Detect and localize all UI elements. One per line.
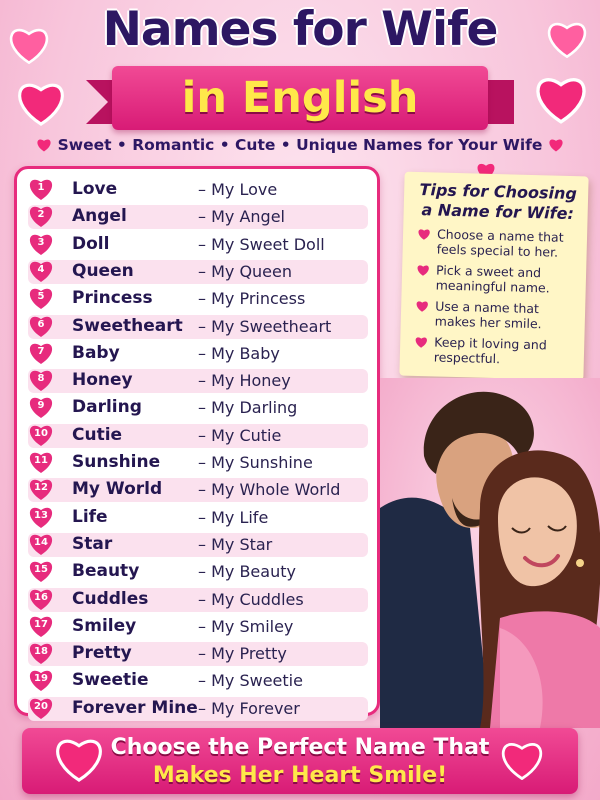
number-badge [28, 232, 54, 258]
name-meaning: – My Forever [198, 698, 300, 718]
number-badge [28, 696, 54, 722]
number-badge [28, 341, 54, 367]
name-meaning: – My Cuddles [198, 589, 304, 609]
item-number: 12 [34, 482, 48, 494]
heart-icon [417, 228, 431, 240]
wife-name: Forever Mine [72, 697, 198, 718]
number-badge [28, 177, 54, 203]
item-number: 19 [34, 673, 48, 685]
wife-name: Sweetheart [72, 315, 183, 336]
number-badge [28, 423, 54, 449]
item-number: 6 [37, 318, 45, 330]
wife-name: Honey [72, 370, 133, 391]
heart-icon [534, 74, 588, 124]
name-meaning: – My Sweet Doll [198, 234, 325, 254]
page-subtitle-ribbon-text: in English [181, 73, 419, 123]
wife-name: Cutie [72, 424, 123, 445]
name-meaning: – My Baby [198, 343, 280, 363]
heart-icon [36, 138, 52, 152]
item-number: 16 [34, 591, 48, 603]
name-meaning: – My Love [198, 180, 278, 199]
name-meaning: – My Sweetheart [198, 316, 332, 336]
wife-name: Beauty [72, 561, 140, 582]
list-item [20, 696, 370, 722]
wife-name: Life [72, 506, 108, 527]
list-item [20, 368, 370, 394]
number-badge [28, 368, 54, 394]
heart-icon [16, 80, 66, 126]
tip-item [416, 262, 577, 296]
footer-line-1: Choose the Perfect Name That [110, 735, 490, 760]
tip-text: Choose a name that feels special to her. [436, 226, 564, 260]
list-item [20, 477, 370, 503]
tips-list [414, 226, 578, 368]
wife-name: My World [72, 479, 163, 500]
tip-text: Pick a sweet and meaningful name. [435, 262, 550, 296]
name-meaning: – My Life [198, 507, 269, 527]
number-badge [28, 259, 54, 285]
wife-name: Angel [72, 206, 127, 227]
tagline [0, 136, 600, 154]
page-title: Names for Wife [102, 2, 498, 57]
number-badge [28, 314, 54, 340]
wife-name: Love [72, 179, 118, 199]
item-number: 17 [34, 618, 48, 630]
tip-item [416, 226, 577, 260]
list-item [20, 204, 370, 230]
tip-text: Use a name that makes her smile. [434, 298, 542, 332]
list-item [20, 314, 370, 340]
list-item [20, 587, 370, 613]
list-item [20, 177, 370, 203]
heart-icon [416, 264, 430, 276]
tips-title: Tips for Choosing a Name for Wife: [419, 180, 578, 224]
tagline-text: Sweet • Romantic • Cute • Unique Names for Your Wife [57, 136, 543, 154]
tips-note [399, 172, 588, 381]
item-number: 13 [34, 509, 48, 521]
list-item [20, 232, 370, 258]
name-meaning: – My Princess [198, 289, 306, 309]
name-meaning: – My Darling [198, 398, 298, 418]
wife-name: Smiley [72, 615, 137, 636]
wife-name: Princess [72, 288, 153, 309]
name-meaning: – My Cutie [198, 425, 282, 445]
list-item [20, 668, 370, 694]
wife-name: Sweetie [72, 670, 149, 691]
item-number: 18 [34, 646, 48, 658]
wife-name: Baby [72, 342, 120, 363]
couple-illustration [380, 378, 600, 728]
name-meaning: – My Beauty [198, 562, 296, 582]
heart-icon [414, 336, 428, 348]
name-meaning: – My Whole World [198, 480, 341, 500]
number-badge [28, 668, 54, 694]
name-meaning: – My Star [198, 534, 273, 554]
wife-name: Queen [72, 260, 134, 281]
name-meaning: – My Smiley [198, 616, 294, 636]
wife-name: Cuddles [72, 588, 149, 609]
list-item [20, 450, 370, 476]
tip-item [415, 298, 576, 332]
wife-name: Darling [72, 397, 142, 418]
number-badge [28, 532, 54, 558]
item-number: 2 [37, 209, 45, 221]
list-item [20, 641, 370, 667]
number-badge [28, 614, 54, 640]
number-badge [28, 286, 54, 312]
number-badge [28, 450, 54, 476]
number-badge [28, 204, 54, 230]
item-number: 7 [37, 345, 45, 357]
list-item [20, 341, 370, 367]
wife-name: Pretty [72, 643, 132, 664]
list-item [20, 505, 370, 531]
item-number: 4 [37, 263, 45, 275]
item-number: 14 [34, 536, 48, 548]
name-meaning: – My Queen [198, 261, 293, 281]
wife-name: Sunshine [72, 452, 161, 472]
item-number: 1 [37, 182, 45, 193]
number-badge [28, 559, 54, 585]
name-meaning: – My Pretty [198, 644, 287, 664]
wife-name: Doll [72, 233, 110, 254]
number-badge [28, 477, 54, 503]
list-item [20, 395, 370, 421]
heart-icon [548, 138, 564, 152]
wife-name: Star [72, 533, 113, 554]
list-item [20, 423, 370, 449]
list-item [20, 286, 370, 312]
item-number: 15 [34, 564, 48, 576]
couple-image [380, 378, 600, 728]
item-number: 9 [37, 400, 45, 412]
number-badge [28, 641, 54, 667]
item-number: 3 [37, 236, 45, 248]
name-meaning: – My Sweetie [198, 671, 303, 691]
item-number: 5 [37, 291, 45, 303]
item-number: 11 [34, 455, 48, 466]
list-item [20, 532, 370, 558]
tip-item [414, 334, 575, 368]
item-number: 8 [37, 373, 45, 385]
list-item [20, 614, 370, 640]
list-item [20, 559, 370, 585]
name-meaning: – My Angel [198, 207, 285, 227]
footer-line-2: Makes Her Heart Smile! [152, 763, 448, 788]
number-badge [28, 505, 54, 531]
name-meaning: – My Sunshine [198, 453, 313, 472]
number-badge [28, 395, 54, 421]
heart-icon [415, 300, 429, 312]
list-item [20, 259, 370, 285]
name-meaning: – My Honey [198, 371, 291, 391]
tip-text: Keep it loving and respectful. [433, 334, 547, 367]
number-badge [28, 587, 54, 613]
item-number: 10 [34, 427, 48, 439]
item-number: 20 [34, 700, 48, 712]
